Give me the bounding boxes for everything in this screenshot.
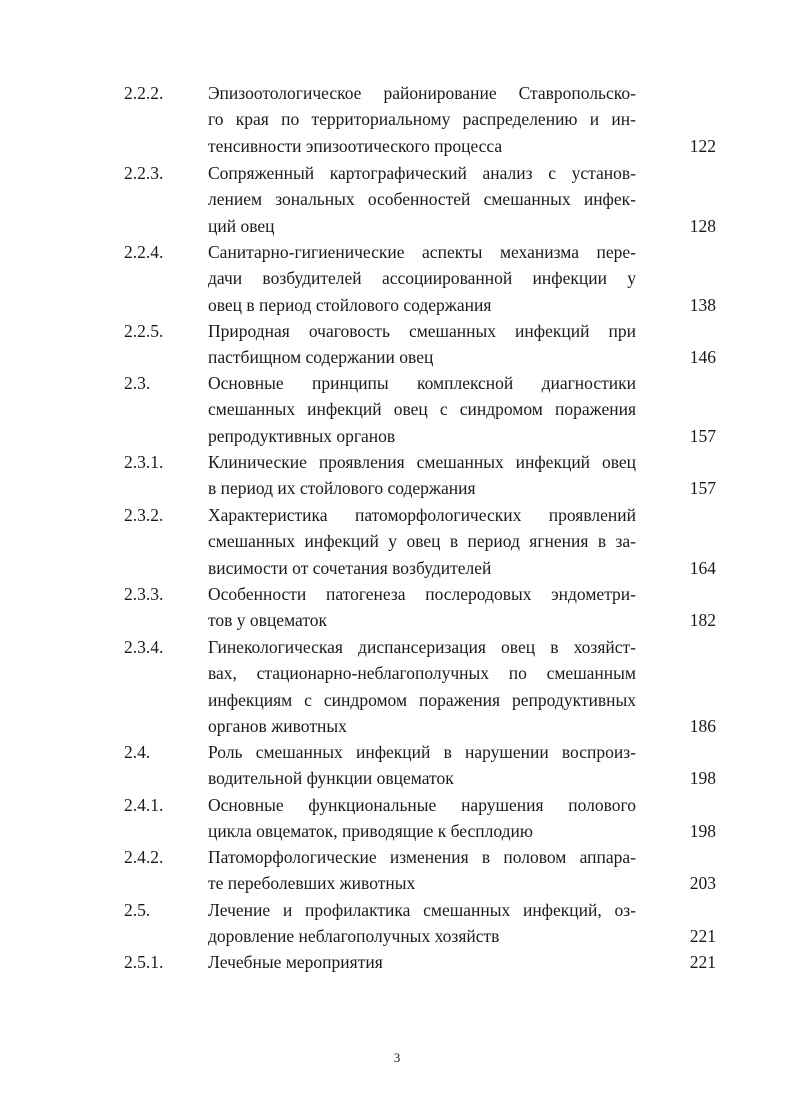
toc-title-line: цикла овцематок, приводящие к бесплодию	[208, 821, 533, 842]
toc-title-line: Природная очаговость смешанных инфекций при	[208, 321, 636, 341]
toc-title-line: тов у овцематок	[208, 610, 328, 631]
toc-page-number: 198	[689, 821, 716, 842]
toc-section-title	[208, 792, 636, 845]
toc-title-line: Роль смешанных инфекций в нарушении воспроиз-	[208, 742, 636, 762]
toc-title-line: Характеристика патоморфологических проявлений	[208, 505, 636, 525]
toc-section-number: 2.3.	[124, 373, 151, 393]
toc-section-title	[208, 239, 636, 318]
toc-title-line: Основные функциональные нарушения полового	[208, 795, 636, 815]
toc-title-line: смешанных инфекций овец с синдромом поражения	[208, 399, 636, 420]
toc-title-line: смешанных инфекций у овец в период ягнения в за-	[208, 531, 636, 552]
toc-title-line: Санитарно-гигиенические аспекты механизма пере-	[208, 242, 636, 262]
toc-section-number: 2.3.4.	[124, 637, 164, 657]
toc-page-number: 157	[689, 478, 716, 499]
toc-title-line: тенсивности эпизоотического процесса	[208, 135, 503, 156]
toc-section-number: 2.3.3.	[124, 584, 164, 604]
toc-section-title	[208, 634, 636, 739]
toc-title-line: вах, стационарно-неблагополучных по смешанным	[208, 663, 636, 684]
toc-section-title	[208, 897, 636, 950]
toc-title-line: Особенности патогенеза послеродовых эндометри-	[208, 584, 636, 604]
toc-page-number: 221	[689, 926, 716, 947]
toc-page-number: 138	[689, 294, 716, 315]
toc-title-line: Лечебные мероприятия	[208, 952, 383, 972]
toc-page-number: 146	[689, 347, 716, 368]
toc-title-line: Эпизоотологическое районирование Ставропольско-	[208, 83, 636, 103]
toc-section-number: 2.5.	[124, 900, 151, 920]
toc-section-number: 2.4.2.	[124, 847, 164, 867]
toc-section-title	[208, 502, 636, 581]
toc-title-line: висимости от сочетания возбудителей	[208, 557, 492, 578]
toc-section-title	[208, 844, 636, 897]
toc-section-number: 2.4.1.	[124, 795, 164, 815]
page-number: 3	[393, 1050, 401, 1065]
toc-page-number: 203	[689, 873, 716, 894]
toc-section-title	[208, 581, 636, 634]
toc-section-number: 2.2.5.	[124, 321, 164, 341]
toc-page-number: 198	[689, 768, 716, 789]
toc-title-line: овец в период стойлового содержания	[208, 294, 492, 315]
toc-section-title	[208, 949, 636, 975]
toc-page-number: 157	[689, 425, 716, 446]
toc-page-number: 186	[689, 715, 716, 736]
toc-section-number: 2.5.1.	[124, 952, 164, 972]
toc-title-line: в период их стойлового содержания	[208, 478, 476, 499]
toc-section-number: 2.2.4.	[124, 242, 164, 262]
toc-title-line: Клинические проявления смешанных инфекций овец	[208, 452, 636, 472]
toc-section-title	[208, 160, 636, 239]
toc-page-number: 182	[689, 610, 716, 631]
toc-page-number: 221	[689, 952, 716, 972]
toc-page-number: 164	[689, 557, 716, 578]
toc-title-line: Сопряженный картографический анализ с установ-	[208, 163, 636, 183]
toc-section-title	[208, 80, 636, 159]
toc-title-line: те переболевших животных	[208, 873, 416, 894]
toc-title-line: го края по территориальному распределению и ин-	[208, 109, 636, 130]
toc-title-line: инфекциям с синдромом поражения репродуктивных	[208, 689, 636, 710]
toc-title-line: Гинекологическая диспансеризация овец в хозяйст-	[208, 637, 636, 657]
toc-section-number: 2.2.2.	[124, 83, 164, 103]
toc-title-line: ций овец	[208, 215, 275, 236]
toc-title-line: дачи возбудителей ассоциированной инфекции у	[208, 268, 636, 289]
toc-section-number: 2.4.	[124, 742, 151, 762]
toc-title-line: репродуктивных органов	[208, 425, 396, 446]
toc-section-number: 2.3.1.	[124, 452, 164, 472]
toc-title-line: доровление неблагополучных хозяйств	[208, 926, 500, 947]
toc-title-line: лением зональных особенностей смешанных инфек-	[208, 189, 636, 210]
toc-section-title	[208, 318, 636, 371]
toc-title-line: Лечение и профилактика смешанных инфекций, оз-	[208, 900, 636, 920]
toc-section-title	[208, 370, 636, 449]
toc-title-line: органов животных	[208, 715, 347, 736]
toc-page-number: 122	[689, 135, 716, 156]
toc-section-number: 2.2.3.	[124, 163, 164, 183]
toc-section-number: 2.3.2.	[124, 505, 164, 525]
toc-title-line: водительной функции овцематок	[208, 768, 454, 789]
toc-page-number: 128	[689, 215, 716, 236]
toc-section-title	[208, 449, 636, 502]
toc-section-title	[208, 739, 636, 792]
toc-title-line: Патоморфологические изменения в половом аппара-	[208, 847, 636, 867]
toc-title-line: пастбищном содержании овец	[208, 347, 434, 368]
toc-title-line: Основные принципы комплексной диагностики	[208, 373, 636, 393]
